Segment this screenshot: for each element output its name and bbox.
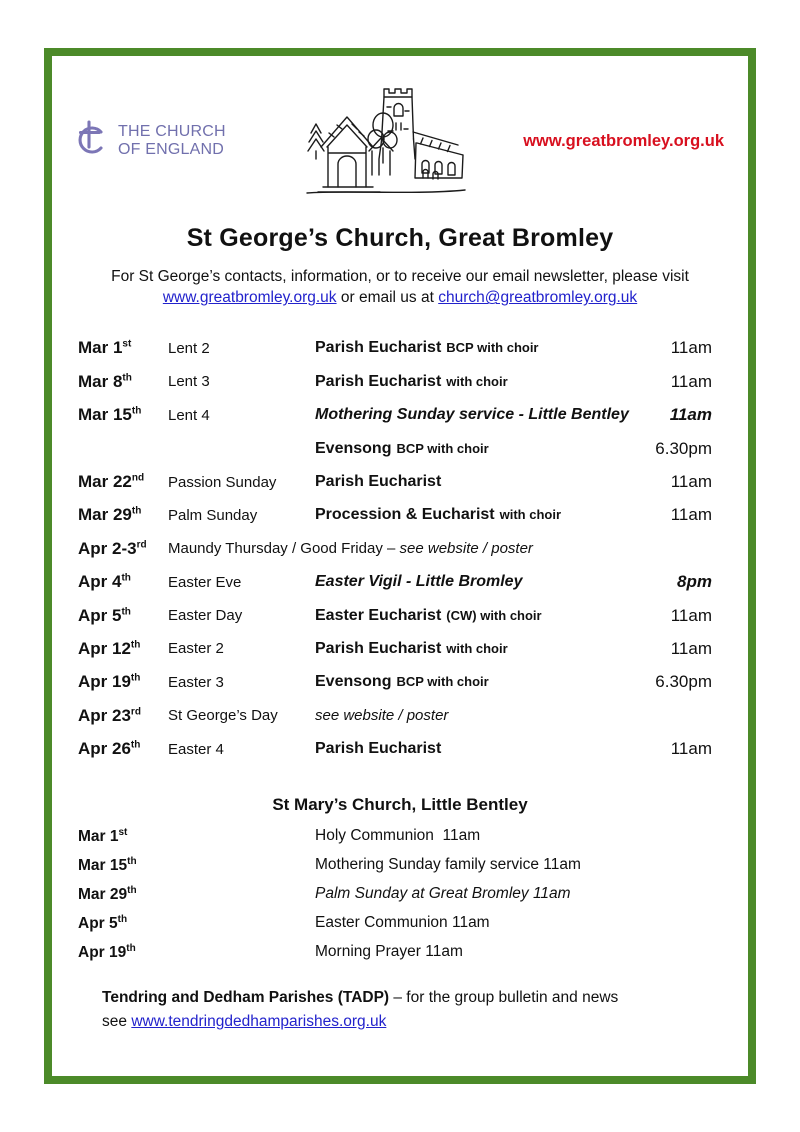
- date-text: Mar 15: [78, 405, 132, 425]
- date-text: Mar 15: [78, 856, 128, 874]
- date-text: Apr 19: [78, 672, 131, 692]
- service-name: Procession & Eucharist: [315, 506, 495, 524]
- schedule-row: [78, 365, 712, 398]
- date-text: Apr 5: [78, 605, 122, 625]
- date-cell: [78, 405, 168, 425]
- day-cell: Easter Eve: [168, 573, 242, 591]
- date-cell: [78, 856, 315, 875]
- service-name: Parish Eucharist: [315, 372, 442, 390]
- service-cell: Easter Communion 11am: [315, 914, 490, 932]
- service-cell: [315, 373, 632, 391]
- service-cell: [315, 673, 632, 691]
- day-cell: Easter 4: [168, 740, 224, 758]
- date-text: Apr 2-3: [78, 538, 137, 558]
- date-cell: [78, 372, 168, 392]
- church-of-england-cross-icon: [72, 119, 112, 164]
- time-cell: 11am: [670, 505, 712, 525]
- date-suffix: th: [130, 672, 141, 684]
- schedule-row: [78, 699, 712, 732]
- day-cell: Easter 2: [168, 640, 224, 658]
- time-cell: 11am: [670, 638, 712, 658]
- date-suffix: th: [117, 913, 128, 925]
- date-suffix: rd: [136, 539, 147, 551]
- day-cell: St George’s Day: [168, 707, 278, 725]
- service-name: Parish Eucharist: [315, 740, 442, 758]
- service-note: with choir: [499, 507, 562, 523]
- schedule-row: [78, 399, 712, 432]
- service-cell: [315, 440, 632, 458]
- church-of-england-wordmark: [118, 123, 226, 159]
- st-george-schedule: [52, 332, 748, 766]
- service-cell: Palm Sunday at Great Bromley 11am: [315, 885, 571, 903]
- date-suffix: th: [130, 639, 141, 651]
- st-mary-heading: St Mary’s Church, Little Bentley: [272, 794, 528, 814]
- date-suffix: st: [122, 338, 132, 350]
- date-suffix: nd: [131, 472, 145, 484]
- service-name: Parish Eucharist: [315, 639, 442, 657]
- date-cell: [78, 885, 315, 904]
- time-cell: 11am: [670, 472, 712, 491]
- service-name: Evensong: [315, 673, 392, 691]
- intro-paragraph: [52, 266, 748, 309]
- time-cell: 11am: [670, 371, 712, 391]
- date-suffix: th: [122, 372, 132, 384]
- date-cell: [78, 706, 168, 726]
- day-cell: Lent 4: [168, 406, 210, 424]
- day-cell: Easter 3: [168, 673, 224, 691]
- date-suffix: th: [121, 572, 131, 584]
- spanning-text-italic: see website / poster: [399, 540, 533, 558]
- date-text: Apr 23: [78, 705, 131, 725]
- service-note: with choir: [446, 373, 508, 389]
- service-cell: Mothering Sunday family service 11am: [315, 856, 581, 874]
- date-text: Apr 19: [78, 943, 127, 961]
- date-text: Mar 8: [78, 371, 123, 391]
- service-cell: [315, 573, 632, 591]
- service-cell: Holy Communion 11am: [315, 827, 481, 845]
- date-cell: [78, 505, 168, 525]
- date-text: Apr 4: [78, 572, 122, 592]
- email-link[interactable]: church@greatbromley.org.uk: [438, 289, 638, 307]
- spanning-text: [168, 540, 712, 557]
- service-name: Evensong: [315, 439, 392, 457]
- date-cell: [78, 827, 315, 846]
- date-suffix: st: [118, 826, 128, 838]
- date-suffix: rd: [130, 706, 141, 718]
- schedule-row: [78, 332, 712, 365]
- service-cell: [315, 640, 632, 658]
- date-suffix: th: [131, 505, 142, 517]
- date-text: Mar 1: [78, 338, 123, 358]
- time-cell: 11am: [670, 338, 712, 358]
- date-cell: [78, 914, 315, 933]
- schedule-row: [78, 599, 712, 632]
- footer-regular-text: – for the group bulletin and news: [389, 988, 619, 1006]
- footer-note: [52, 986, 748, 1034]
- date-text: Mar 1: [78, 827, 119, 845]
- page-title: St George’s Church, Great Bromley: [186, 224, 614, 252]
- schedule-row: [78, 909, 712, 938]
- schedule-row: [78, 666, 712, 699]
- date-suffix: th: [131, 405, 142, 417]
- date-text: Apr 26: [78, 739, 131, 759]
- service-note: BCP with choir: [446, 340, 539, 356]
- date-suffix: th: [127, 855, 137, 867]
- service-cell: [315, 607, 632, 625]
- website-url-red: www.greatbromley.org.uk: [523, 131, 724, 150]
- day-cell: Passion Sunday: [168, 473, 277, 491]
- green-frame: [44, 48, 756, 1084]
- schedule-row-spanning: [78, 532, 712, 565]
- schedule-row: [78, 632, 712, 665]
- footer-bold-text: Tendring and Dedham Parishes (TADP): [102, 988, 390, 1006]
- time-cell: 6.30pm: [655, 672, 712, 692]
- header: [52, 56, 748, 202]
- time-cell: 11am: [669, 405, 712, 425]
- schedule-row: [78, 732, 712, 765]
- spanning-text-regular: Maundy Thursday / Good Friday –: [168, 540, 400, 558]
- date-cell: [78, 639, 168, 659]
- service-cell: [315, 740, 632, 758]
- date-cell: [78, 338, 168, 358]
- coe-wordmark-line1: THE CHURCH: [118, 123, 226, 141]
- date-text: Mar 22: [78, 472, 132, 491]
- st-mary-schedule: [52, 822, 748, 967]
- time-cell: 8pm: [677, 572, 712, 592]
- website-link[interactable]: www.greatbromley.org.uk: [162, 289, 337, 307]
- schedule-row: [78, 499, 712, 532]
- time-cell: 11am: [670, 739, 712, 759]
- date-text: Apr 5: [78, 914, 118, 932]
- service-cell: [315, 473, 632, 491]
- church-illustration: [295, 79, 471, 203]
- date-suffix: th: [121, 605, 131, 617]
- date-suffix: th: [127, 884, 137, 896]
- schedule-row: [78, 465, 712, 498]
- church-of-england-logo: [72, 119, 268, 164]
- service-cell: [315, 406, 632, 424]
- service-cell: [315, 506, 632, 524]
- date-cell: [78, 472, 168, 492]
- service-cell: Morning Prayer 11am: [315, 943, 463, 961]
- date-cell: [78, 672, 168, 692]
- day-cell: Palm Sunday: [168, 506, 258, 524]
- schedule-row: [78, 938, 712, 967]
- date-cell: [78, 606, 168, 626]
- service-note: with choir: [446, 640, 508, 656]
- date-cell: [78, 739, 168, 759]
- service-name: Easter Vigil - Little Bromley: [315, 573, 523, 591]
- service-cell: [315, 707, 632, 724]
- schedule-row: [78, 851, 712, 880]
- day-cell: Lent 3: [168, 373, 210, 391]
- service-note: BCP with choir: [396, 440, 489, 456]
- footer-line2-prefix: see: [102, 1012, 132, 1030]
- date-suffix: th: [130, 739, 141, 751]
- date-suffix: th: [126, 942, 136, 954]
- date-text: Apr 12: [78, 638, 131, 658]
- tadp-link[interactable]: www.tendringdedhamparishes.org.uk: [131, 1012, 387, 1030]
- day-cell: Easter Day: [168, 607, 243, 625]
- date-cell: [78, 943, 315, 962]
- date-text: Mar 29: [78, 505, 132, 525]
- schedule-row: [78, 822, 712, 851]
- schedule-row: [78, 880, 712, 909]
- intro-text-1: For St George’s contacts, information, or to receive our email newsletter, please visit: [111, 268, 689, 285]
- service-note: (CW) with choir: [446, 607, 542, 623]
- intro-text-2: or email us at: [336, 289, 439, 307]
- service-name: Parish Eucharist: [315, 339, 442, 357]
- service-cell: [315, 339, 632, 357]
- time-cell: 6.30pm: [655, 438, 712, 458]
- time-cell: 11am: [670, 605, 712, 625]
- service-note: BCP with choir: [396, 674, 489, 690]
- date-cell: [78, 539, 168, 559]
- service-name: see website / poster: [315, 707, 449, 725]
- schedule-row: [78, 565, 712, 598]
- schedule-row: [78, 432, 712, 465]
- coe-wordmark-line2: OF ENGLAND: [118, 141, 225, 158]
- service-name: Mothering Sunday service - Little Bentley: [315, 406, 629, 424]
- date-text: Mar 29: [78, 885, 128, 903]
- date-cell: [78, 572, 168, 592]
- service-name: Parish Eucharist: [315, 473, 442, 490]
- day-cell: Lent 2: [168, 339, 210, 357]
- service-name: Easter Eucharist: [315, 606, 442, 624]
